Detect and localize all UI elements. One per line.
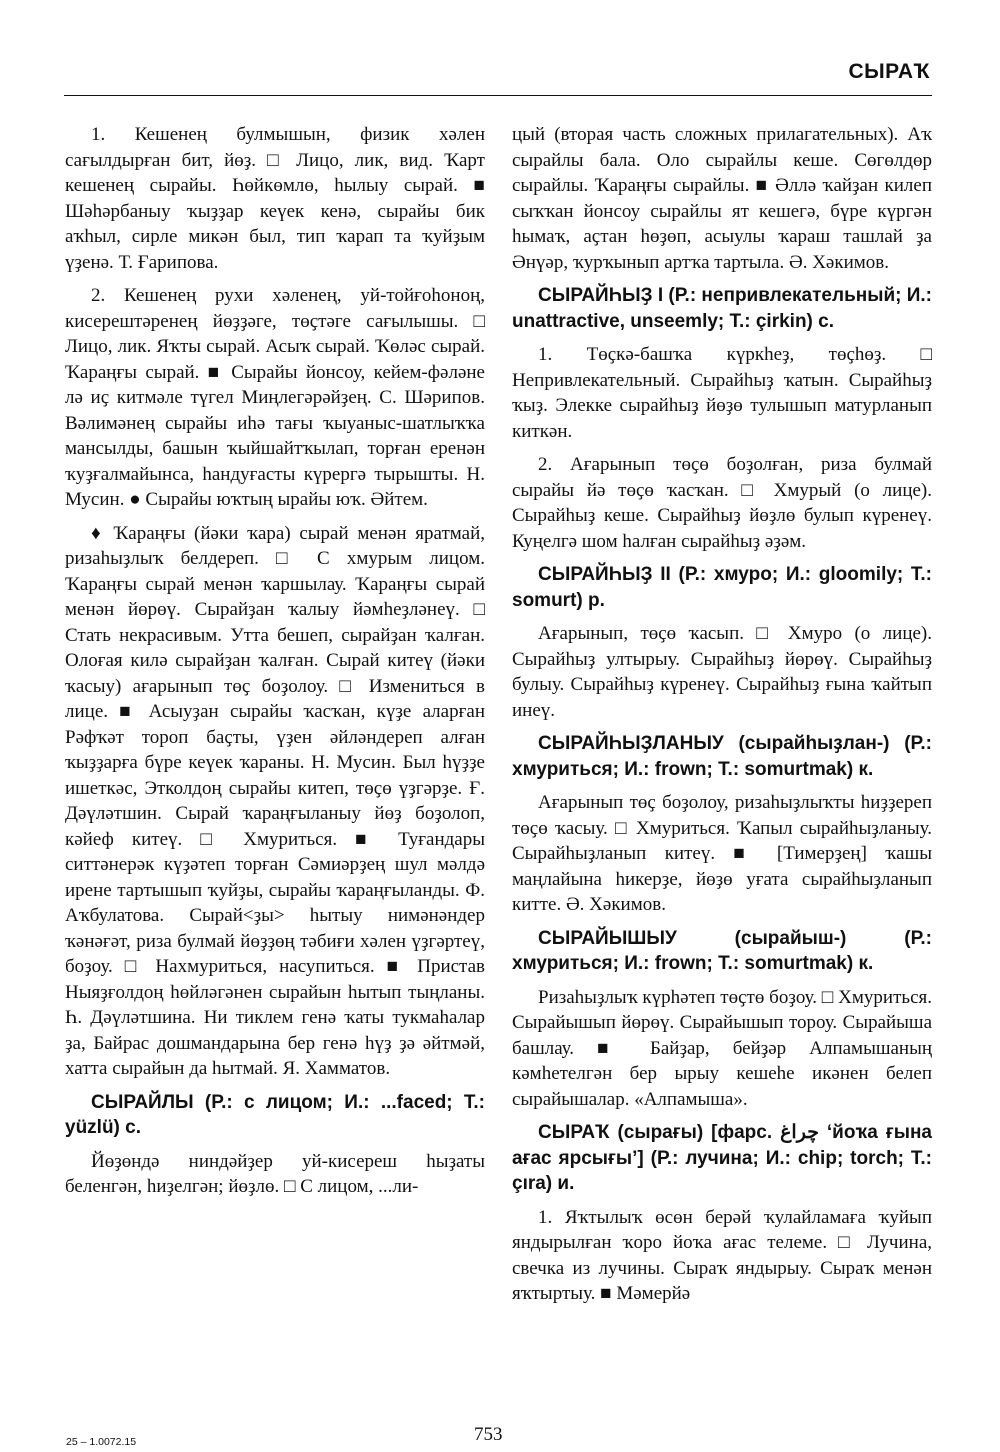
entry-paragraph: 1. Кешенең булмышын, физик хәлен сағылдырған бит, йөҙ. □ Лицо, лик, вид. Ҡарт кешенең сырайы. Һөйкөмлө, һылыу сырай. ■ Шәһәрбаныу ҡыҙҙар кеүек кенә, сырайы бик аҡһыл, сирле микән был, тип ҡарап та ҡуйҙым үҙенә. Т. Ғарипова. [65,124,485,273]
printer-code: 25 – 1.0072.15 [66,1436,137,1448]
entry-paragraph: 1. Төҫкә-башҡа күркһеҙ, төҫһөҙ. □ Непривлекательный. Сырайһыҙ ҡатын. Сырайһыҙ ҡыҙ. Элекке сырайһыҙ йөҙө тулышып матурланып киткән. [512,344,932,442]
entry-paragraph: 2. Кешенең рухи хәленең, уй-тойғоһоноң, кисерештәренең йөҙҙәге, төҫтәге сағылышы. □ Лицо, лик. Яҡты сырай. Асыҡ сырай. Ҡөләс сырай. Ҡараңғы сырай. ■ Сырайы йонсоу, кейем-фәләне лә иҫ китмәле түгел Миңлегәрәйҙең. С. Шәрипов. Вәлимәнең сырайы иһә тағы ҡыуаныс-шатлыҡҡа мансылды, башын ҡыйшайтҡылап, торған еренән ҡуҙғалмайынса, һандуғасты күрергә тырышты. Н. Мусин. ● Сырайы юҡтың ырайы юҡ. Әйтем. [65,285,485,510]
entry-paragraph: 2. Ағарынып төҫө боҙолған, риза булмай сырайы йә төҫө ҡасҡан. □ Хмурый (о лице). Сырайһыҙ кеше. Сырайһыҙ йөҙлө булып күренеү. Куңелгә шом һалған сырайһыҙ әҙәм. [512,454,932,552]
headword-line: СЫРАҠ (сырағы) [фарс. چراغ ‘йоҡа ғына ағас ярсығы’] (Р.: лучина; И.: chip; torch; Т.: çıra) и. [512,1122,933,1194]
left-column [65,122,485,1208]
entry-paragraph: Ризаһыҙлыҡ күрһәтеп төҫтө боҙоу. □ Хмуриться. Сырайышып йөрөү. Сырайышып тороу. Сырайыша башлау. ■ Байҙар, бейҙәр Алпамышаның кәмһетелгән бер ырыу кешеһе икәнен белеп сырайышалар. «Алпамыша». [512,986,932,1110]
entry-paragraph: Ағарынып, төҫө ҡасып. □ Хмуро (о лице). Сырайһыҙ ултырыу. Сырайһыҙ йөрөү. Сырайһыҙ булыу. Сырайһыҙ күренеү. Сырайһыҙ ғына ҡайтып инеү. [512,623,932,721]
headword-line: СЫРАЙҺЫҘ II (Р.: хмуро; И.: gloomily; Т.: somurt) р. [512,564,932,611]
entry-paragraph: Ағарынып төҫ боҙолоу, ризаһыҙлыҡты һиҙҙереп төҫө ҡасыу. □ Хмуриться. Ҡапыл сырайһыҙланыу. Сырайһыҙланып китеү. ■ [Тимерҙең] ҡашы маңлайына һикерҙе, йөҙө уғата сырайһыҙланып китте. Ә. Хәкимов. [512,792,932,915]
idiom-paragraph: ♦ Ҡараңғы (йәки ҡара) сырай менән яратмай, ризаһыҙлыҡ белдереп. □ С хмурым лицом. Ҡараңғы сырай менән ҡаршылау. Ҡараңғы сырай менән йөрөү. Сырайҙан ҡалыу йәмһеҙләнеү. □ Стать некрасивым. Утта бешеп, сырайҙан ҡалған. Олоғая килә сырайҙан ҡалған. Сырай китеү (йәки ҡасыу) ағарынып төҫ боҙолоу. □ Измениться в лице. ■ Асыуҙан сырайы ҡасҡан, күҙе аларған Рәфҡәт тороп баҫты, үҙен әйләндереп алған ҡыҙҙарға бүре кеүек ҡараны. Н. Мусин. Был һүҙҙе ишеткәс, Этколдоң сырайы китеп, төҫө үҙгәрҙе. Ғ. Дәүләтшин. Сырай ҡараңғыланыу йөҙ боҙолоп, кәйеф китеү. □ Хмуриться. ■ Туғандары ситтәнерәк күҙәтеп торған Сәмиәрҙең шул мәлдә ирене тартышып ҡуйҙы, сырайы ҡараңғыланды. Ф. Аҡбулатова. Сырай<ҙы> һытыу нимәнәндер ҡәнәғәт, риза булмай йөҙҙөң тәбиғи хәлен үҙгәртеү, боҙоу. □ Нахмуриться, насупиться. ■ Пристав Ныяҙғолдоң һөйләгәнен сырайын һытып тыңланы. Һ. Дәүләтшина. Ни тиклем генә ҡаты тукмаһалар ҙа, Байрас дошмандарына бер генә һүҙ ҙә әйтмәй, хатта сырайын да һытмай. Я. Хамматов. [65,522,485,1079]
headword-line: СЫРАЙЫШЫУ (сырайыш-) (Р.: хмуриться; И.: frown; Т.: somurtmak) к. [512,927,932,974]
page-number: 753 [474,1424,503,1445]
headword-line: СЫРАЙҺЫҘ I (Р.: непривлекательный; И.: unattractive, unseemly; Т.: çirkin) с. [512,285,932,332]
header-rule [64,95,932,96]
entry-paragraph: 1. Яҡтылыҡ өсөн берәй ҡулайламаға ҡуйып яндырылған ҡоро йоҡа ағас телеме. □ Лучина, свечка из лучины. Сыраҡ яндырыу. Сыраҡ менән яҡтыртыу. ■ Мәмерйә [512,1206,932,1304]
right-column [512,122,932,1315]
entry-continuation: цый (вторая часть сложных прилагательных). Аҡ сырайлы бала. Оло сырайлы кеше. Сөгөлдөр сырайлы. Ҡараңғы сырайлы. ■ Әллә ҡайҙан килеп сыҡҡан йонсоу сырайлы ят кешегә, бүре күргән һымаҡ, аҫтан һөҙөп, асыулы ҡараш ташлай ҙа Әнүәр, ҡурҡынып артҡа тартыла. Ә. Хәкимов. [512,124,932,273]
running-head: СЫРАҠ [848,60,930,83]
entry-paragraph: Йөҙөндә ниндәйҙер уй-кисереш һыҙаты беленгән, һиҙелгән; йөҙлө. □ С лицом, ...ли- [65,1150,485,1197]
headword-line: СЫРАЙҺЫҘЛАНЫУ (сырайһыҙлан-) (Р.: хмуриться; И.: frown; Т.: somurtmak) к. [512,733,932,780]
headword-line: СЫРАЙЛЫ (Р.: с лицом; И.: ...faced; Т.: yüzlü) с. [65,1091,485,1138]
